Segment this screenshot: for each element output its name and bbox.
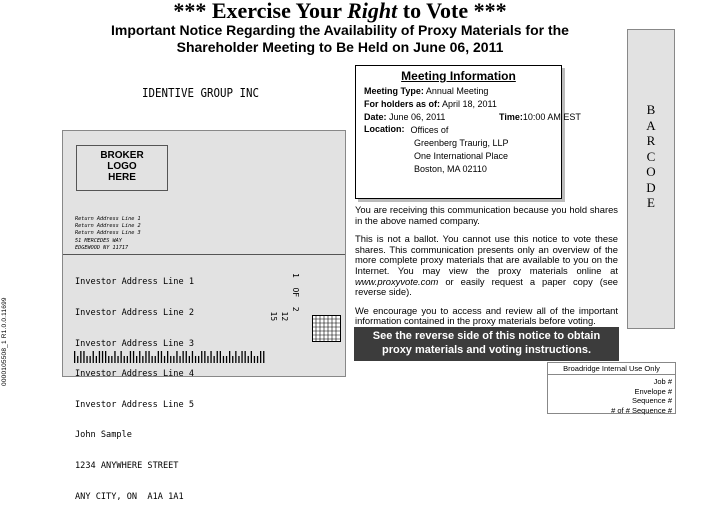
return-address: Return Address Line 1 Return Address Line 2 Return Address Line 3 51 MERCEDES WAY EDGEWOOD NY 11717 [75,216,141,251]
reverse-side-callout: See the reverse side of this notice to obtain proxy materials and voting instructions. [354,327,619,361]
barcode-placeholder [627,29,675,329]
body-paragraph-2: This is not a ballot. You cannot use this notice to vote these shares. This communication presents only an overview of the more complete proxy materials that are available to you on the Internet. You may view the proxy materials online at www.proxyvote.com or easily request a paper copy (see reverse side). [355,233,618,298]
datamatrix-code [312,315,341,342]
meeting-information-heading: Meeting Information [401,69,516,83]
meeting-date-row: Date: June 06, 2011 Time:10:00 AM EST [364,112,581,122]
body-paragraph-3: We encourage you to access and review all of the important information contained in the proxy materials before voting. [355,304,618,327]
meeting-location-row: Location: Offices of [364,124,449,135]
meeting-type-row: Meeting Type: Annual Meeting [364,86,489,96]
meeting-location-address: Greenberg Traurig, LLP One International Place Boston, MA 02110 [414,138,509,174]
barcode-label: B A R C O D E [646,102,656,210]
broker-logo-placeholder: BROKER LOGO HERE [76,145,168,191]
postal-barcode [73,350,273,364]
envelope-window [62,130,346,502]
broadridge-internal-box: Broadridge Internal Use Only Job # Envelope # Sequence # # of # Sequence # [547,362,676,414]
notice-title: *** Exercise Your Right to Vote *** [173,0,507,23]
sequence-numbers: 1 OF 2 12 15 [269,273,300,322]
proxyvote-link[interactable]: www.proxyvote.com [355,275,439,287]
document-control-code: 0000105508_1 R1.0.0.11699 [1,297,8,386]
meeting-information-box [355,65,581,199]
holders-as-of-row: For holders as of: April 18, 2011 [364,99,497,109]
notice-subtitle: Important Notice Regarding the Availability of Proxy Materials for the Shareholder Meeting to Be Held on June 06, 2011 [111,22,569,55]
notice-body [355,205,618,335]
body-paragraph-1: You are receiving this communication because you hold shares in the above named company. [355,204,618,226]
company-name: IDENTIVE GROUP INC [142,86,260,100]
investor-address: Investor Address Line 1 Investor Address Line 2 Investor Address Line 3 Investor Address Line 4 Investor Address Line 5 John Sample 1234 ANYWHERE STREET ANY CITY, ON A1A 1A1 [75,277,194,502]
envelope-divider [63,254,345,255]
